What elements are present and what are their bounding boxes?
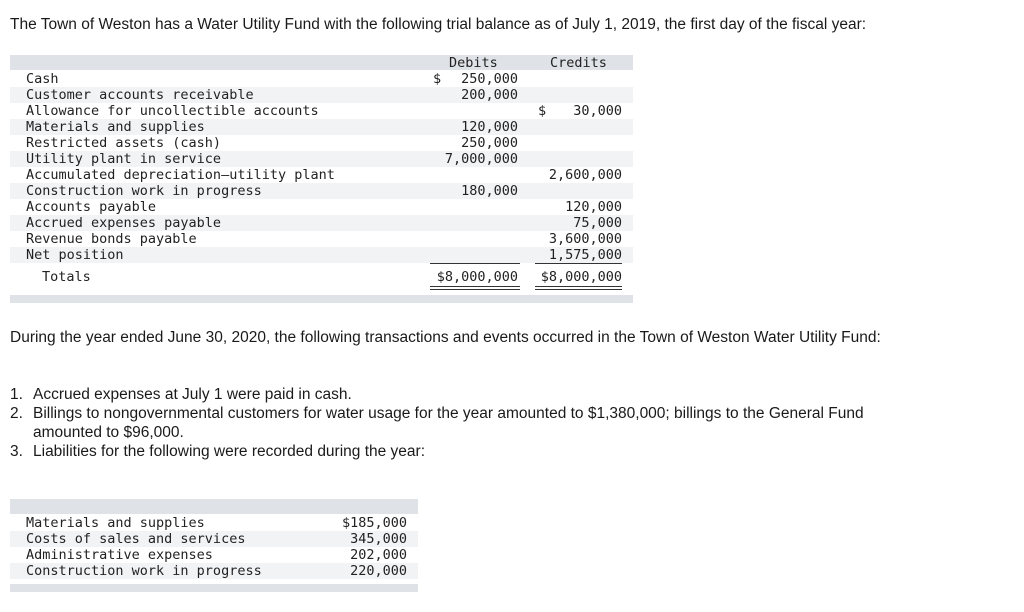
liabilities-table (10, 499, 418, 592)
table-row (10, 199, 633, 215)
table-footer-band (10, 584, 418, 592)
table-row (10, 183, 633, 199)
item-text: amounted to $96,000. (33, 424, 184, 441)
debits-header: Debits (449, 55, 498, 71)
account-name: Revenue bonds payable (26, 231, 197, 247)
table-row (10, 215, 633, 231)
credit-amount: 75,000 (573, 215, 622, 231)
credit-amount: 2,600,000 (548, 167, 622, 183)
account-name: Costs of sales and services (26, 531, 246, 547)
totals-row (10, 269, 633, 285)
during-paragraph: During the year ended June 30, 2020, the following transactions and events occurred in the Town of Weston Water Utility Fund: (10, 329, 881, 346)
credit-dollar-sign: $ (538, 103, 547, 119)
intro-paragraph: The Town of Weston has a Water Utility Fund with the following trial balance as of July 1, 2019, the first day of the fiscal year: (10, 16, 867, 33)
debit-amount: 250,000 (461, 71, 518, 87)
account-name: Utility plant in service (26, 151, 222, 167)
table-row (10, 87, 633, 103)
debit-amount: 250,000 (461, 135, 518, 151)
debit-dollar-sign: $ (433, 71, 442, 87)
item-number: 3. (10, 443, 23, 460)
account-name: Materials and supplies (26, 515, 205, 531)
account-name: Allowance for uncollectible accounts (26, 103, 319, 119)
item-text: Accrued expenses at July 1 were paid in cash. (33, 386, 352, 403)
credit-amount: 120,000 (565, 199, 622, 215)
table-row (10, 531, 418, 547)
debit-amount: 180,000 (461, 183, 518, 199)
trial-balance-table (10, 55, 633, 303)
debit-amount: 120,000 (461, 119, 518, 135)
account-name: Customer accounts receivable (26, 87, 254, 103)
debit-total-double-rule (430, 286, 520, 290)
amount: $185,000 (341, 515, 407, 531)
account-name: Materials and supplies (26, 119, 205, 135)
table-footer-band (10, 295, 633, 303)
table-row (10, 103, 633, 119)
account-name: Restricted assets (cash) (26, 135, 222, 151)
table-row (10, 247, 633, 263)
item-text: Billings to nongovernmental customers for water usage for the year amounted to $1,380,000; billings to the General Fund (33, 405, 864, 422)
credit-amount: 1,575,000 (548, 247, 622, 263)
table-row (10, 563, 418, 579)
credits-header: Credits (550, 55, 607, 71)
debit-amount: 200,000 (461, 87, 518, 103)
totals-label: Totals (42, 269, 91, 285)
account-name: Accrued expenses payable (26, 215, 222, 231)
account-name: Cash (26, 71, 59, 87)
table-row (10, 231, 633, 247)
table-row (10, 119, 633, 135)
table-row (10, 547, 418, 563)
account-name: Net position (26, 247, 124, 263)
credit-total-double-rule (535, 286, 622, 290)
credit-amount: 3,600,000 (548, 231, 622, 247)
table-row (10, 151, 633, 167)
amount: 202,000 (350, 547, 407, 563)
table-row (10, 167, 633, 183)
debit-amount: 7,000,000 (444, 151, 518, 167)
credit-total: $8,000,000 (540, 269, 622, 285)
debit-total: $8,000,000 (436, 269, 518, 285)
amount: 220,000 (350, 563, 407, 579)
table-header-band (10, 499, 418, 514)
account-name: Construction work in progress (26, 563, 262, 579)
credit-amount: 30,000 (573, 103, 622, 119)
account-name: Construction work in progress (26, 183, 262, 199)
table-row (10, 515, 418, 531)
account-name: Accumulated depreciation—utility plant (26, 167, 335, 183)
table-header-band (10, 55, 633, 70)
account-name: Administrative expenses (26, 547, 213, 563)
item-number: 2. (10, 405, 23, 422)
debit-subtotal-rule (430, 263, 520, 264)
table-row (10, 135, 633, 151)
item-text: Liabilities for the following were recorded during the year: (33, 443, 426, 460)
amount: 345,000 (350, 531, 407, 547)
item-number: 1. (10, 386, 23, 403)
table-row (10, 71, 633, 87)
account-name: Accounts payable (26, 199, 157, 215)
credit-subtotal-rule (535, 263, 622, 264)
